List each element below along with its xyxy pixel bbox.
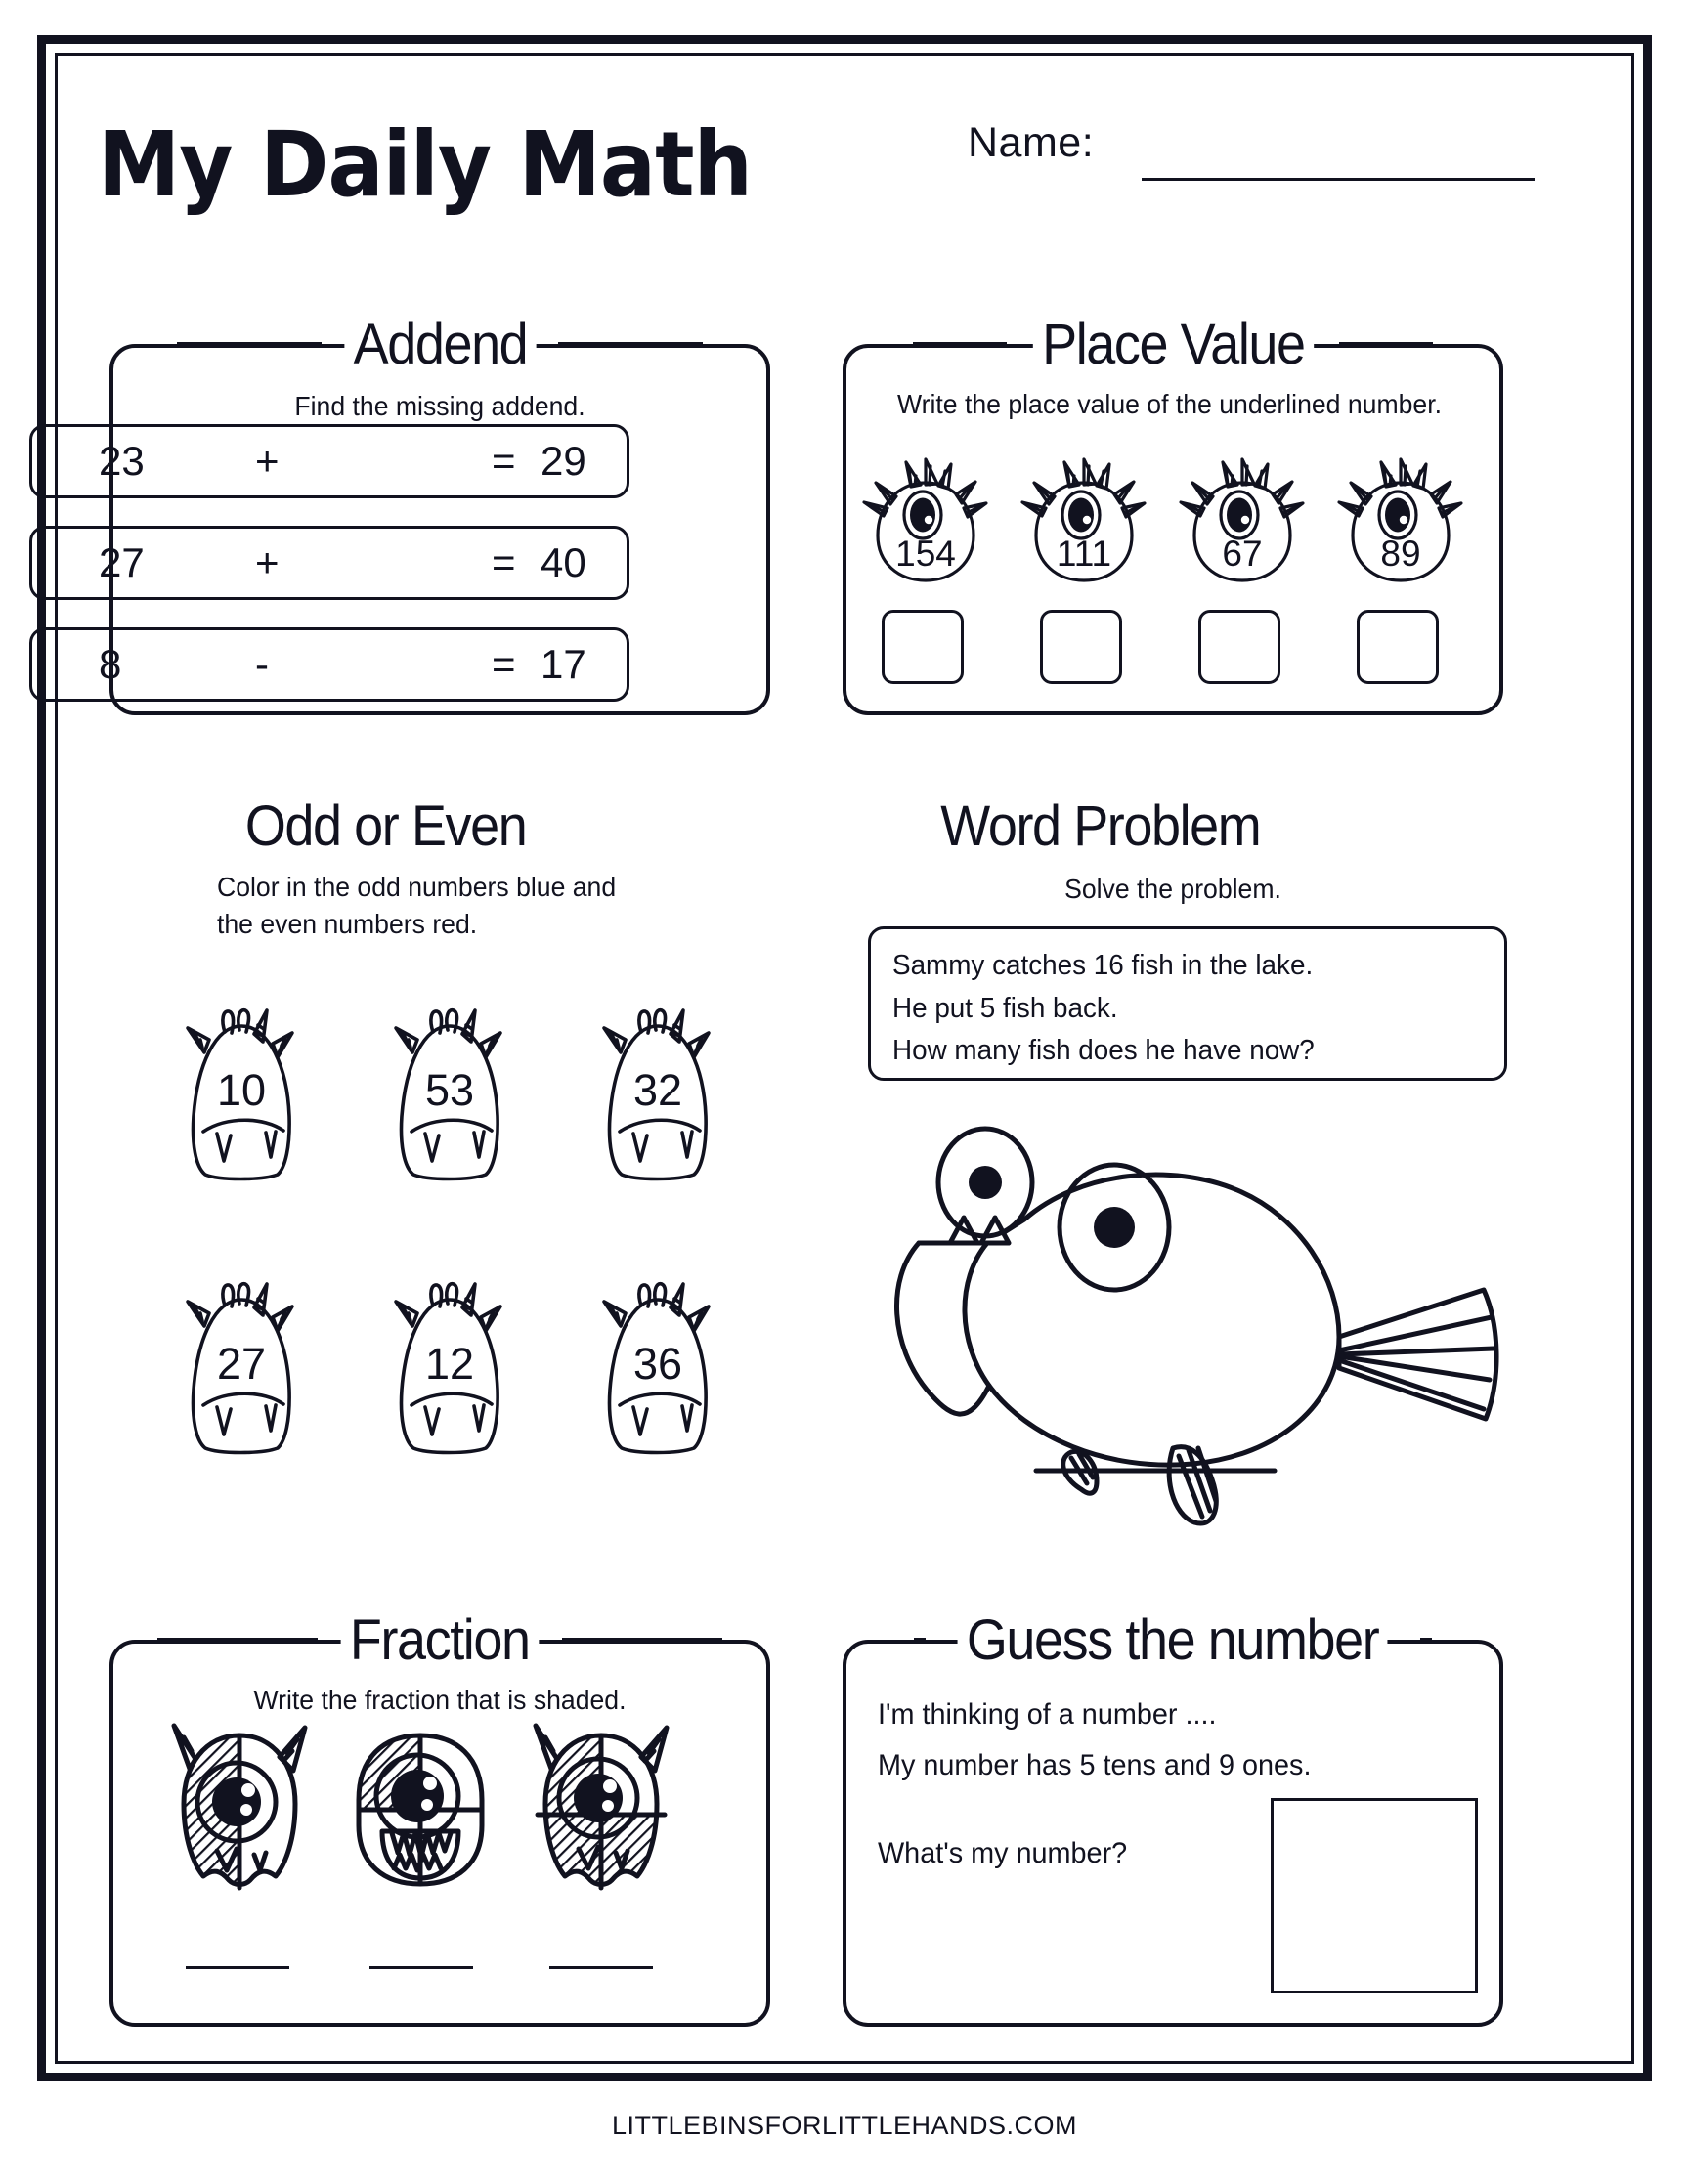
- addend-row[interactable]: [29, 627, 629, 702]
- addend-title: Addend: [344, 312, 536, 377]
- guess-the-number-title: Guess the number: [958, 1607, 1388, 1673]
- fraction-monster[interactable]: [156, 1722, 323, 1890]
- word-problem-line: How many fish does he have now?: [892, 1035, 1315, 1066]
- fraction-answer-line[interactable]: [186, 1966, 289, 1969]
- addend-row[interactable]: [29, 526, 629, 600]
- fraction-monster[interactable]: [518, 1722, 684, 1890]
- addend-operand-a: 8: [99, 641, 122, 687]
- odd-even-monster[interactable]: [585, 1006, 731, 1182]
- name-label: Name:: [968, 119, 1095, 166]
- place-value-monster: [1177, 459, 1308, 588]
- fraction-monster-pupil: [574, 1774, 623, 1822]
- addend-operator: +: [255, 438, 280, 484]
- guess-the-number-line3: What's my number?: [878, 1837, 1128, 1869]
- odd-even-monster[interactable]: [376, 1006, 523, 1182]
- place-value-monster: [1335, 459, 1466, 588]
- fraction-monster-highlight: [241, 1783, 255, 1797]
- monster-pupil: [910, 498, 935, 533]
- guess-the-number-title-bar: [843, 1607, 1503, 1672]
- title-rule-right: [1420, 1638, 1432, 1642]
- guess-the-number-line1: I'm thinking of a number ....: [878, 1698, 1217, 1731]
- addend-equals: =: [492, 641, 516, 687]
- fraction-monster-three-quarter-icon: [518, 1722, 684, 1890]
- guess-the-number-answer-box[interactable]: [1271, 1798, 1478, 1993]
- odd-even-monster[interactable]: [168, 1280, 315, 1456]
- monster-eye-highlight: [1241, 516, 1249, 524]
- monster-eye-highlight: [1083, 516, 1091, 524]
- word-problem-box: [868, 926, 1507, 1081]
- monster-pupil: [1385, 498, 1410, 533]
- fraction-monster-highlight: [421, 1799, 433, 1811]
- title-rule-left: [914, 1638, 926, 1642]
- fish-illustration: [880, 1134, 1505, 1524]
- place-value-number: 154: [895, 534, 956, 574]
- addend-result: 40: [541, 539, 586, 585]
- addend-row[interactable]: [29, 424, 629, 498]
- page-title: My Daily Math: [98, 112, 753, 217]
- fraction-answer-line[interactable]: [369, 1966, 473, 1969]
- monster-eye-highlight: [925, 516, 932, 524]
- place-value-answer-box[interactable]: [1357, 610, 1439, 684]
- odd-or-even-instruction-line1: Color in the odd numbers blue and: [217, 872, 617, 902]
- addend-operand-a: 27: [99, 539, 145, 585]
- title-rule-right: [1339, 342, 1433, 346]
- word-problem-instruction: Solve the problem.: [1064, 874, 1281, 904]
- addend-operator: +: [255, 539, 280, 585]
- odd-even-monster[interactable]: [585, 1280, 731, 1456]
- fraction-monster-half-icon: [156, 1722, 323, 1890]
- addend-operand-a: 23: [99, 438, 145, 484]
- place-value-monster: [1018, 459, 1149, 588]
- addend-result: 29: [541, 438, 586, 484]
- place-value-instruction: Write the place value of the underlined number.: [897, 389, 1442, 419]
- odd-even-number: 32: [632, 1065, 683, 1115]
- place-value-number: 111: [1056, 534, 1112, 574]
- fraction-monster-quarter-icon: [337, 1722, 503, 1890]
- place-value-answer-box[interactable]: [882, 610, 964, 684]
- monster-eye-highlight: [1400, 516, 1408, 524]
- name-input-line[interactable]: [1142, 178, 1535, 181]
- addend-instruction: Find the missing addend.: [294, 391, 585, 421]
- word-problem-title: Word Problem: [940, 794, 1261, 858]
- word-problem-line: He put 5 fish back.: [892, 992, 1118, 1024]
- title-rule-left: [157, 1638, 318, 1642]
- addend-equals: =: [492, 539, 516, 585]
- odd-even-monster[interactable]: [168, 1006, 315, 1182]
- odd-even-number: 53: [424, 1065, 475, 1115]
- fraction-monster-highlight: [240, 1804, 252, 1816]
- monster-pupil: [1068, 498, 1094, 533]
- fraction-monster-pupil: [212, 1777, 261, 1826]
- footer-site-credit: LITTLEBINSFORLITTLEHANDS.COM: [611, 2111, 1078, 2140]
- place-value-title-bar: [843, 312, 1503, 376]
- title-rule-right: [562, 1638, 722, 1642]
- fraction-monster-highlight: [602, 1800, 614, 1812]
- title-rule-left: [913, 342, 1007, 346]
- fraction-title: Fraction: [341, 1607, 539, 1673]
- word-problem-line: Sammy catches 16 fish in the lake.: [892, 950, 1314, 981]
- fish-pupil-right: [1094, 1207, 1135, 1248]
- odd-even-number: 10: [216, 1065, 267, 1115]
- place-value-answer-box[interactable]: [1198, 610, 1280, 684]
- odd-or-even-title: Odd or Even: [244, 794, 527, 858]
- monster-pupil: [1227, 498, 1252, 533]
- place-value-answer-box[interactable]: [1040, 610, 1122, 684]
- odd-even-number: 27: [216, 1339, 267, 1389]
- title-rule-right: [558, 342, 703, 346]
- addend-title-bar: [109, 312, 770, 376]
- odd-or-even-instruction-line2: the even numbers red.: [217, 909, 478, 939]
- fraction-monster[interactable]: [337, 1722, 503, 1890]
- odd-even-number: 36: [632, 1339, 683, 1389]
- place-value-number: 89: [1380, 534, 1421, 574]
- fraction-monster-pupil: [391, 1770, 444, 1822]
- addend-result: 17: [541, 641, 586, 687]
- title-rule-left: [177, 342, 322, 346]
- place-value-number: 67: [1222, 534, 1263, 574]
- fraction-title-bar: [109, 1607, 770, 1672]
- place-value-title: Place Value: [1032, 312, 1313, 377]
- addend-equals: =: [492, 438, 516, 484]
- fraction-answer-line[interactable]: [549, 1966, 653, 1969]
- fraction-monster-highlight: [423, 1777, 437, 1790]
- fraction-instruction: Write the fraction that is shaded.: [253, 1685, 627, 1715]
- odd-even-monster[interactable]: [376, 1280, 523, 1456]
- pufferfish-icon: [880, 1134, 1505, 1524]
- odd-even-number: 12: [424, 1339, 475, 1389]
- fish-pupil-left: [969, 1166, 1002, 1199]
- guess-the-number-line2: My number has 5 tens and 9 ones.: [878, 1749, 1312, 1781]
- addend-operator: -: [255, 641, 269, 687]
- place-value-monster: [860, 459, 991, 588]
- fraction-monster-highlight: [603, 1779, 617, 1793]
